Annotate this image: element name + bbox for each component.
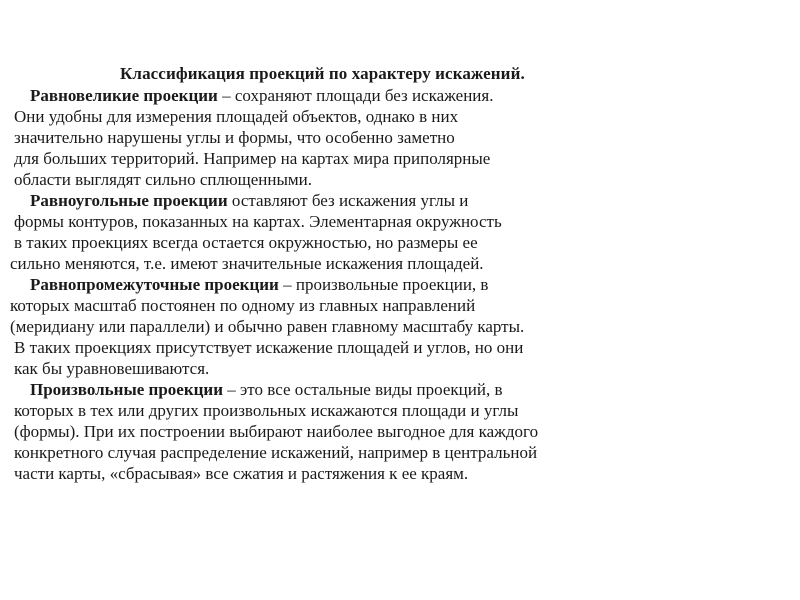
text-line: (формы). При их построении выбирают наиболее выгодное для каждого (14, 422, 539, 441)
arbitrary-term: Произвольные проекции (30, 380, 224, 399)
text-line: как бы уравновешиваются. (14, 359, 210, 378)
text-line: Они удобны для измерения площадей объектов, однако в них (14, 107, 459, 126)
conformal-lead-text: оставляют без искажения углы и (227, 191, 469, 210)
equidistant-term: Равнопромежуточные проекции (30, 275, 279, 294)
text-line: области выглядят сильно сплющенными. (14, 170, 312, 189)
equidistant-lead-line (30, 275, 488, 295)
equal-area-term: Равновеликие проекции (30, 86, 218, 105)
text-line: (меридиану или параллели) и обычно равен главному масштабу карты. (10, 317, 525, 336)
text-line: значительно нарушены углы и формы, что особенно заметно (14, 128, 455, 147)
equal-area-lead-text: – сохраняют площади без искажения. (217, 86, 494, 105)
text-line: сильно меняются, т.е. имеют значительные искажения площадей. (10, 254, 484, 273)
document-title: Классификация проекций по характеру искажений. (120, 64, 525, 83)
text-line: конкретного случая распределение искажений, например в центральной (14, 443, 538, 462)
text-line: которых в тех или других произвольных искажаются площади и углы (14, 401, 519, 420)
equidistant-lead-text: – произвольные проекции, в (278, 275, 489, 294)
text-line: для больших территорий. Например на картах мира приполярные (14, 149, 491, 168)
arbitrary-lead-line (30, 380, 502, 400)
arbitrary-lead-text: – это все остальные виды проекций, в (223, 380, 503, 399)
conformal-term: Равноугольные проекции (30, 191, 228, 210)
text-line: в таких проекциях всегда остается окружностью, но размеры ее (14, 233, 478, 252)
text-line: формы контуров, показанных на картах. Элементарная окружность (14, 212, 502, 231)
text-line: В таких проекциях присутствует искажение площадей и углов, но они (14, 338, 524, 357)
equal-area-lead-line (30, 86, 493, 106)
text-line: части карты, «сбрасывая» все сжатия и растяжения к ее краям. (14, 464, 469, 483)
text-line: которых масштаб постоянен по одному из главных направлений (10, 296, 476, 315)
conformal-lead-line (30, 191, 468, 211)
